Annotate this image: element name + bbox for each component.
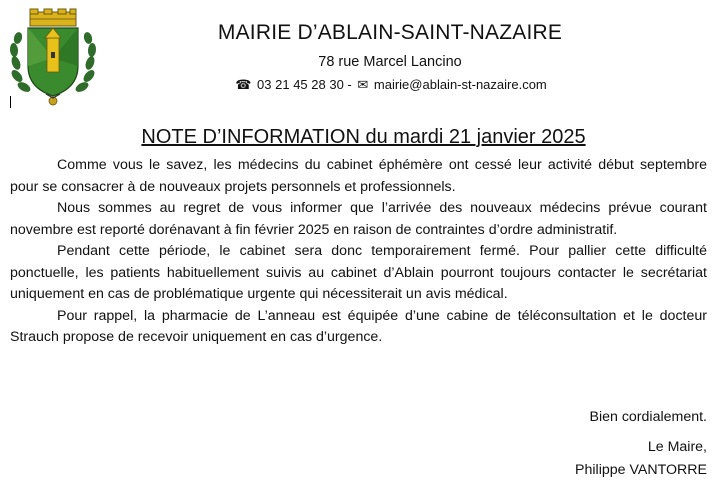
municipal-crest-logo <box>8 8 98 108</box>
paragraph: Pendant cette période, le cabinet sera donc temporairement fermé. Pour pallier cette difficulté ponctuelle, les patients habituellement suivis au cabinet d’Ablain pourront toujours contacter le secrétariat uniquement en cas de problématique urgente qui nécessiterait un avis médical. <box>10 243 707 302</box>
contact-separator: - <box>343 77 356 92</box>
signature-role: Le Maire, <box>647 439 707 455</box>
text-cursor <box>10 96 11 108</box>
phone-icon: ☎ <box>235 77 252 92</box>
envelope-icon: ✉ <box>357 77 369 92</box>
mairie-address: 78 rue Marcel Lancino <box>318 54 462 70</box>
closing-salutation: Bien cordialement. <box>589 409 707 425</box>
contact-line <box>110 74 670 96</box>
paragraph: Pour rappel, la pharmacie de L’anneau est équipée d’une cabine de téléconsultation et le docteur Strauch propose de recevoir uniquement en cas d’urgence. <box>10 307 707 345</box>
signature-name: Philippe VANTORRE <box>575 462 707 478</box>
mairie-title: MAIRIE D’ABLAIN-SAINT-NAZAIRE <box>217 21 563 44</box>
note-title: NOTE D’INFORMATION du mardi 21 janvier 2025 <box>141 126 586 148</box>
phone-number: 03 21 45 28 30 <box>257 77 344 92</box>
mural-crown <box>30 9 76 26</box>
paragraph: Comme vous le savez, les médecins du cabinet éphémère ont cessé leur activité début septembre pour se consacrer à de nouveaux projets personnels et professionnels. <box>10 157 707 195</box>
note-body <box>10 155 707 349</box>
letterhead <box>110 18 670 96</box>
email-address[interactable]: mairie@ablain-st-nazaire.com <box>373 77 547 92</box>
paragraph: Nous sommes au regret de vous informer que l’arrivée des nouveaux médecins prévue courant novembre est reporté dorénavant à fin février 2025 en raison de contraintes d’ordre administratif. <box>10 200 707 238</box>
